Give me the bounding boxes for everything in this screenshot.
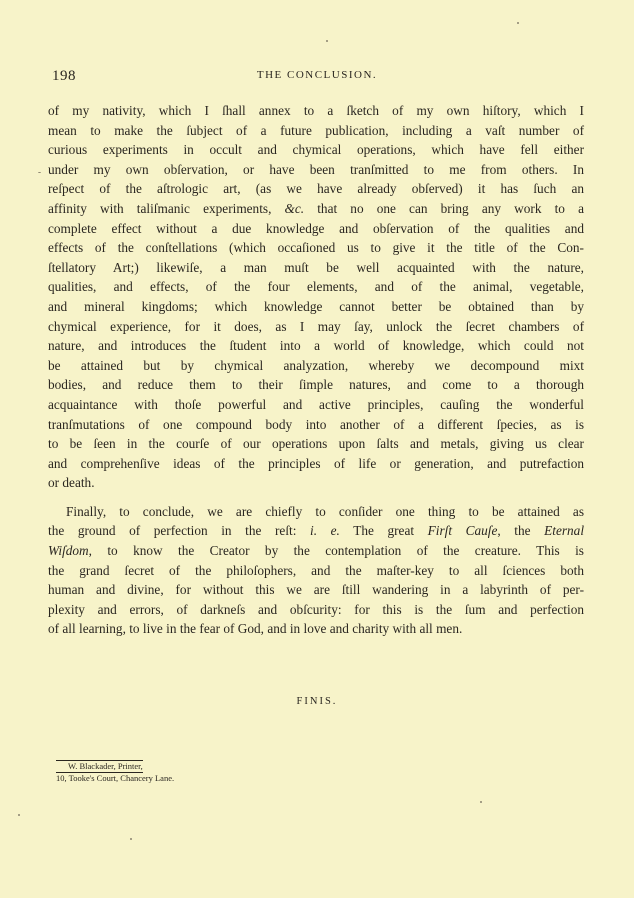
text-line: tranſmutations of one compound body into another of a different ſpecies, as is	[48, 416, 584, 432]
paper-speck	[18, 814, 20, 816]
text-line: mean to make the ſubject of a future publication, including a vaſt number of	[48, 122, 584, 138]
text-line: plexity and errors, of darkneſs and obſcurity: for this is the ſum and perfection	[48, 601, 584, 617]
text-line: chymical experience, for it does, as I may ſay, unlock the ſecret chambers of	[48, 318, 584, 334]
text-line: bodies, and reduce them to their ſimple natures, and come to a thorough	[48, 377, 584, 393]
text-line: complete effect without a due knowledge and obſervation of the qualities and	[48, 220, 584, 236]
text-line: under my own obſervation, or have been tranſmitted to me from others. In	[48, 161, 584, 177]
text-line: human and divine, for without this we are ſtill wandering in a labyrinth of per-	[48, 582, 584, 598]
text-line: qualities, and effects, of the four elements, and of the animal, vegetable,	[48, 279, 584, 295]
text-line: reſpect of the aſtrologic art, (as we have already obſerved) it has ſuch an	[48, 181, 584, 197]
text-line: of my nativity, which I ſhall annex to a ſketch of my own hiſtory, which I	[48, 103, 584, 118]
paper-speck	[38, 172, 41, 173]
paper-speck	[326, 40, 328, 42]
text-line: acquaintance with thoſe powerful and active principles, cauſing the wonderful	[48, 396, 584, 412]
text-line: and comprehenſive ideas of the principles of life or generation, and putrefaction	[48, 455, 584, 471]
text-line: Wiſdom, to know the Creator by the contemplation of the creature. This is	[48, 543, 584, 559]
paragraph-1	[48, 101, 584, 493]
text-line: Finally, to conclude, we are chiefly to conſider one thing to be attained as	[66, 503, 584, 519]
text-line: the ground of perfection in the reſt: i. e. The great Firſt Cauſe, the Eternal	[48, 523, 585, 539]
page-header	[52, 68, 582, 88]
paragraph-2	[48, 502, 584, 639]
text-line: and mineral kingdoms; which knowledge cannot better be obtained than by	[48, 298, 584, 314]
text-line: of all learning, to live in the fear of God, and in love and charity with all men.	[48, 621, 463, 637]
body-text	[48, 101, 584, 639]
text-line: nature, and introduces the ſtudent into a world of knowledge, which could not	[48, 338, 584, 354]
finis-mark: FINIS.	[296, 696, 338, 707]
running-head: THE CONCLUSION.	[256, 69, 378, 81]
paper-speck	[517, 22, 519, 24]
printer-imprint	[56, 760, 174, 784]
printer-address: 10, Tooke's Court, Chancery Lane.	[56, 773, 175, 783]
text-line: be attained but by chymical analyzation, whereby we decompound mixt	[48, 357, 584, 373]
text-line: to be ſeen in the courſe of our operations upon ſalts and metals, giving us clear	[48, 436, 584, 452]
paper-speck	[130, 838, 132, 840]
text-line: affinity with taliſmanic experiments, &c. that no one can bring any work to a	[48, 200, 584, 216]
text-line: curious experiments in occult and chymical operations, which have fell either	[48, 142, 584, 158]
paper-speck	[480, 801, 482, 803]
printer-name: W. Blackader, Printer,	[56, 760, 143, 773]
text-line: or death.	[48, 475, 95, 491]
page-number: 198	[52, 68, 76, 84]
text-line: the grand ſecret of the philoſophers, and the maſter-key to all ſciences both	[48, 562, 584, 578]
text-line: effects of the conſtellations (which occaſioned us to give it the title of the Con-	[48, 240, 584, 256]
text-line: ſtellatory Art;) likewiſe, a man muſt be well acquainted with the nature,	[48, 259, 584, 275]
